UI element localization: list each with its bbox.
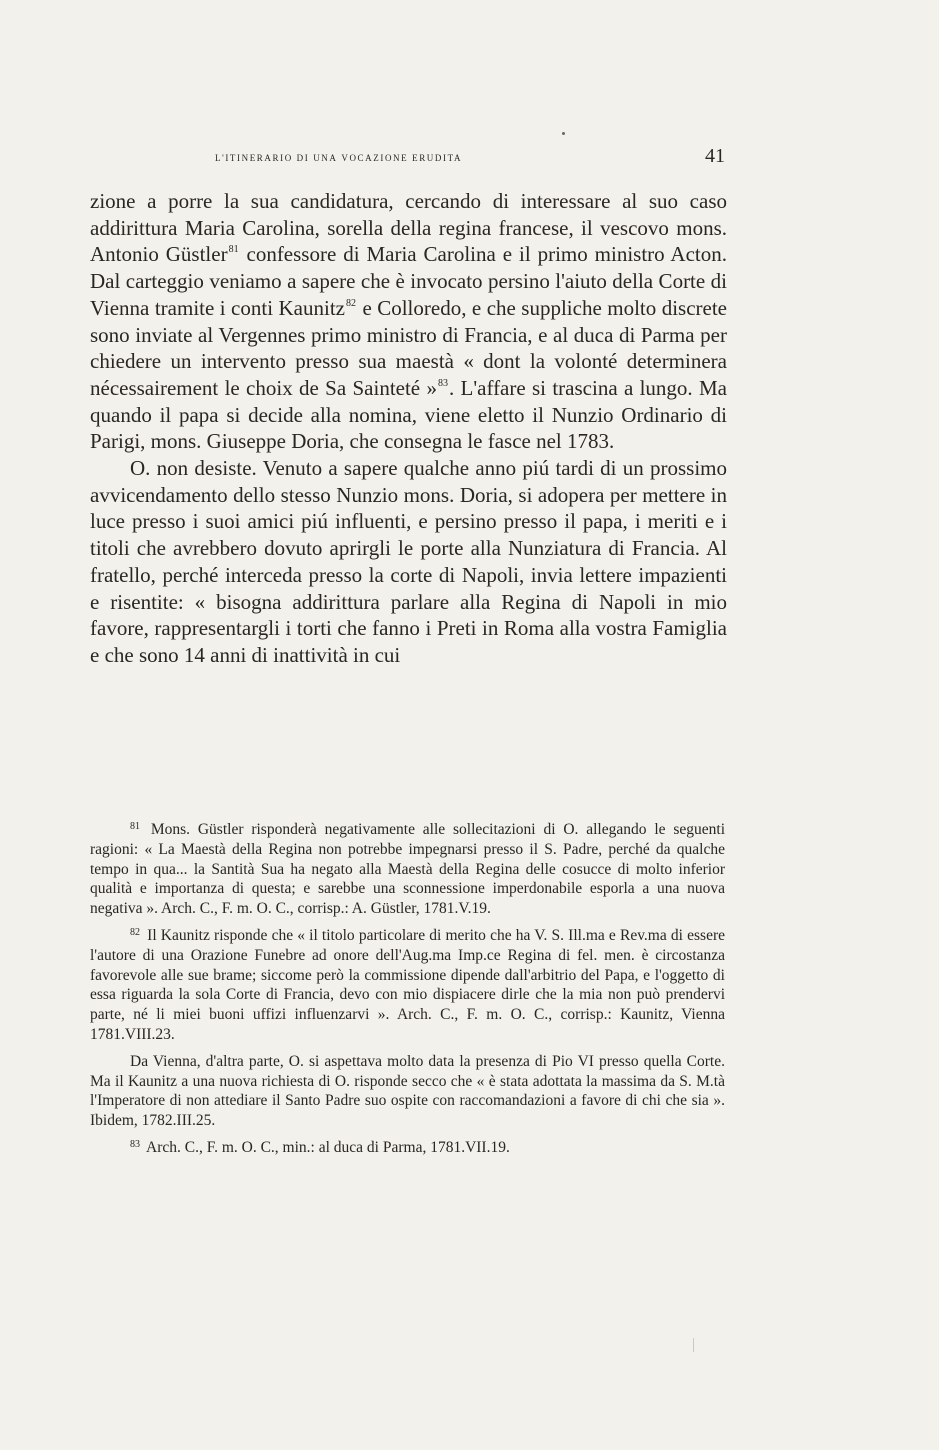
footnote-82-text: Il Kaunitz risponde che « il titolo particolare di merito che ha V. S. Ill.ma e Rev.ma di essere l'autore di una Orazione Funebre ad onore dell'Aug.ma Imp.ce Regina di fel. men. è circostanza favorevole alle sue brame; siccome però la commissione dipende dall'arbitrio del Papa, e l'oggetto di essa riguarda la sola Corte di Francia, devo con mio dispiacere dirle che la mia non può prendervi parte, né li miei buoni uffizi influenzarvi ». Arch. C., F. m. O. C., corrisp.: Kaunitz, Vienna 1781.VIII.23. (90, 926, 725, 1043)
paragraph-1-part-2: confessore di Maria Carolina e il primo ministro Acton. Dal carteggio veniamo a sapere che è invocato persino l'aiuto della Corte di Vienna tramite i conti Kaunitz (90, 242, 727, 320)
footnote-ref-82: 82 (345, 297, 356, 309)
footnote-82-continued: Da Vienna, d'altra parte, O. si aspettava molto data la presenza di Pio VI presso quella Corte. Ma il Kaunitz a una nuova richiesta di O. risponde secco che « è stata adottata la massima da S. M.tà l'Imperatore di non attediare il Santo Padre suo ospite con raccomandazioni a favore di chi che sia ». Ibidem, 1782.III.25. (90, 1052, 725, 1130)
footnote-83 (90, 1138, 725, 1158)
main-text (90, 188, 727, 669)
running-head (215, 145, 725, 171)
footnote-ref-83: 83 (437, 377, 448, 389)
running-title: l'itinerario di una vocazione erudita (215, 149, 463, 164)
footnotes (90, 820, 725, 1165)
footnote-81-text: Mons. Güstler risponderà negativamente alle sollecitazioni di O. allegando le seguenti ragioni: « La Maestà della Regina non potrebbe impegnarsi presso il S. Padre, perché da qualche tempo in qua... la Santità Sua ha negato alla Maestà della Regina delle cosucce di molto inferior qualità e importanza di questa; e sarebbe una sconnessione imperdonabile esporla a una nuova negativa ». Arch. C., F. m. O. C., corrisp.: A. Güstler, 1781.V.19. (90, 821, 725, 918)
paper-mark (693, 1338, 694, 1352)
paragraph-2: O. non desiste. Venuto a sapere qualche anno piú tardi di un prossimo avvicendamento dello stesso Nunzio mons. Doria, si adopera per mettere in luce presso i suoi amici piú influenti, e persino presso il papa, i meriti e i titoli che avrebbero dovuto aprirgli le porte alla Nunziatura di Francia. Al fratello, perché interceda presso la corte di Napoli, invia lettere impazienti e risentite: « bisogna addirittura parlare alla Regina di Napoli in mio favore, rappresentargli i torti che fanno i Preti in Roma alla vostra Famiglia e che sono 14 anni di inattività in cui (90, 456, 727, 667)
paragraph-1-part-3: e Colloredo, e che suppliche molto discrete sono inviate al Vergennes primo ministro di Francia, e al duca di Parma per chiedere un intervento presso sua maestà « dont la volonté determinera nécessairement le choix de Sa Sainteté » (90, 295, 727, 400)
paragraph-1 (90, 188, 727, 455)
ink-speck (562, 132, 565, 135)
footnote-mark-83: 83 (130, 1138, 140, 1150)
paragraph-1-part-1: zione a porre la sua candidatura, cercando di interessare al suo caso addirittura Maria Carolina, sorella della regina francese, il vescovo mons. Antonio Güstler (90, 189, 727, 267)
footnote-ref-81: 81 (228, 244, 239, 256)
page-number: 41 (705, 145, 725, 167)
paragraph-1-part-4: . L'affare si trascina a lungo. Ma quando il papa si decide alla nomina, viene eletto il Nunzio Ordinario di Parigi, mons. Giuseppe Doria, che consegna le fasce nel 1783. (90, 375, 727, 454)
footnote-82 (90, 926, 725, 1045)
footnote-81 (90, 820, 725, 919)
footnote-mark-82: 82 (130, 926, 140, 938)
footnote-mark-81: 81 (130, 821, 140, 832)
footnote-83-text: Arch. C., F. m. O. C., min.: al duca di Parma, 1781.VII.19. (143, 1138, 510, 1156)
